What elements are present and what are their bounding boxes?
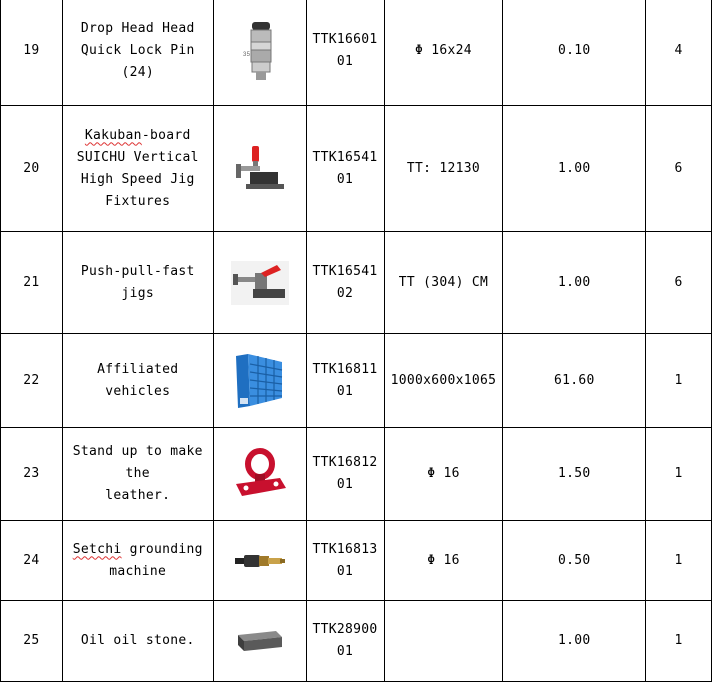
item-image-cell [213, 521, 306, 601]
item-weight: 1.50 [503, 428, 646, 521]
row-number: 25 [1, 601, 63, 682]
table-row [1, 428, 712, 521]
item-weight: 1.00 [503, 106, 646, 232]
item-name: Oil oil stone. [62, 601, 213, 682]
row-number: 22 [1, 334, 63, 428]
item-image-cell [213, 232, 306, 334]
lifting-ring-image [232, 448, 288, 500]
item-code: TTK16541 02 [306, 232, 384, 334]
item-code: TTK16811 01 [306, 334, 384, 428]
item-name: Affiliated vehicles [62, 334, 213, 428]
item-spec: 1000x600x1065 [384, 334, 503, 428]
item-image-cell [213, 334, 306, 428]
row-number: 19 [1, 0, 63, 106]
item-weight: 0.50 [503, 521, 646, 601]
item-name: Drop Head Head Quick Lock Pin (24) [62, 0, 213, 106]
push-pull-clamp-image [231, 261, 289, 305]
item-spec: Φ 16x24 [384, 0, 503, 106]
item-name: Push-pull-fast jigs [62, 232, 213, 334]
item-weight: 61.60 [503, 334, 646, 428]
item-quantity: 1 [646, 521, 712, 601]
table-row [1, 334, 712, 428]
item-quantity: 6 [646, 106, 712, 232]
item-quantity: 6 [646, 232, 712, 334]
svg-text:35: 35 [242, 52, 250, 58]
table-row [1, 521, 712, 601]
oil-stone-image [236, 629, 284, 653]
table-row [1, 601, 712, 682]
item-quantity: 1 [646, 334, 712, 428]
table-row [1, 106, 712, 232]
item-code: TTK16541 01 [306, 106, 384, 232]
item-spec: Φ 16 [384, 521, 503, 601]
vertical-toggle-clamp-image [232, 144, 288, 194]
item-name: Kakuban-board SUICHU Vertical High Speed Jig Fixtures [62, 106, 213, 232]
item-quantity: 1 [646, 428, 712, 521]
table-row [1, 0, 712, 106]
item-code: TTK16813 01 [306, 521, 384, 601]
item-weight: 1.00 [503, 601, 646, 682]
item-spec: TT: 12130 [384, 106, 503, 232]
item-code: TTK28900 01 [306, 601, 384, 682]
row-number: 23 [1, 428, 63, 521]
item-image-cell [213, 0, 306, 106]
row-number: 24 [1, 521, 63, 601]
table-row [1, 232, 712, 334]
grounding-connector-image [235, 550, 285, 572]
item-weight: 0.10 [503, 0, 646, 106]
quick-lock-pin-image [240, 20, 280, 82]
row-number: 21 [1, 232, 63, 334]
row-number: 20 [1, 106, 63, 232]
item-image-cell [213, 428, 306, 521]
item-quantity: 4 [646, 0, 712, 106]
tool-cart-image [232, 352, 288, 410]
item-spec: TT (304) CM [384, 232, 503, 334]
item-code: TTK16601 01 [306, 0, 384, 106]
item-spec [384, 601, 503, 682]
item-weight: 1.00 [503, 232, 646, 334]
item-code: TTK16812 01 [306, 428, 384, 521]
item-name: Stand up to make the leather. [62, 428, 213, 521]
item-spec: Φ 16 [384, 428, 503, 521]
item-image-cell [213, 601, 306, 682]
item-image-cell [213, 106, 306, 232]
item-quantity: 1 [646, 601, 712, 682]
item-name: Setchi grounding machine [62, 521, 213, 601]
